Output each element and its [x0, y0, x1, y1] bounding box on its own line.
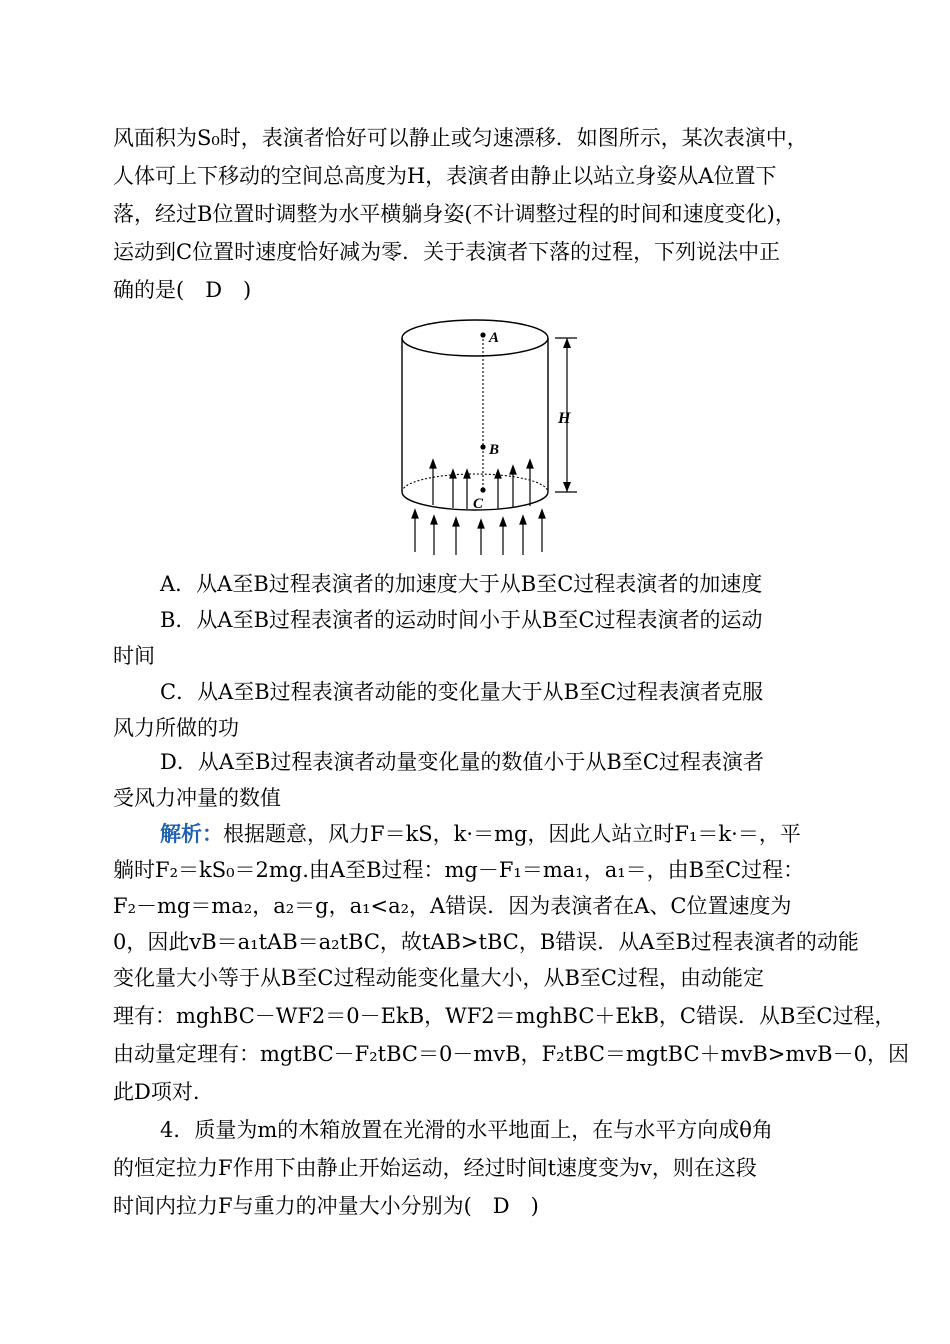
- analysis-label: 解析：: [160, 821, 223, 846]
- option-b-line-2: 时间: [113, 644, 155, 668]
- intro-line-5: 确的是( D ): [113, 278, 252, 302]
- cylinder-bottom-back: [402, 474, 548, 492]
- label-c: C: [473, 496, 484, 512]
- analysis-line-7: 由动量定理有：mgtBC－F₂tBC＝0－mvB，F₂tBC＝mgtBC＋mvB>mvB－0，因: [113, 1042, 909, 1066]
- point-b: [480, 444, 485, 449]
- analysis-line-1: [160, 822, 801, 846]
- question-4-line-3: 时间内拉力F与重力的冲量大小分别为( D ): [113, 1194, 539, 1218]
- question-4-line-2: 的恒定拉力F作用下由静止开始运动，经过时间t速度变为v，则在这段: [113, 1156, 757, 1180]
- analysis-line-8: 此D项对.: [113, 1080, 200, 1104]
- analysis-line-4: 0，因此vB＝a₁tAB＝a₂tBC，故tAB>tBC，B错误．从A至B过程表演者的动能: [113, 930, 859, 954]
- label-b: B: [489, 442, 500, 458]
- analysis-line-5: 变化量大小等于从B至C过程动能变化量大小，从B至C过程，由动能定: [113, 966, 764, 990]
- outer-wind-arrows: [412, 510, 545, 555]
- label-h: H: [558, 410, 571, 427]
- point-a: [480, 332, 485, 337]
- option-c-line-2: 风力所做的功: [113, 716, 239, 740]
- point-c: [480, 487, 485, 492]
- question-4-line-1: 4．质量为m的木箱放置在光滑的水平地面上，在与水平方向成θ角: [160, 1118, 773, 1142]
- cylinder-top: [402, 320, 548, 356]
- option-b-line-1: B．从A至B过程表演者的运动时间小于从B至C过程表演者的运动: [160, 608, 763, 632]
- intro-line-2: 人体可上下移动的空间总高度为H，表演者由静止以站立身姿从A位置下: [113, 164, 777, 188]
- analysis-line-6: 理有：mghBC－WF2＝0－EkB，WF2＝mghBC＋EkB，C错误．从B至C过程，: [113, 1004, 896, 1028]
- option-d-line-1: D．从A至B过程表演者动量变化量的数值小于从B至C过程表演者: [160, 750, 764, 774]
- intro-line-4: 运动到C位置时速度恰好减为零．关于表演者下落的过程，下列说法中正: [113, 240, 781, 264]
- intro-line-3: 落，经过B位置时调整为水平横躺身姿(不计调整过程的时间和速度变化)，: [113, 202, 796, 226]
- wind-tunnel-figure: [395, 310, 595, 560]
- option-a: A．从A至B过程表演者的加速度大于从B至C过程表演者的加速度: [160, 572, 763, 596]
- label-a: A: [489, 330, 500, 346]
- analysis-text-1: 根据题意，风力F＝kS，k·＝mg，因此人站立时F₁＝k·＝，平: [223, 822, 801, 846]
- option-d-line-2: 受风力冲量的数值: [113, 786, 281, 810]
- option-c-line-1: C．从A至B过程表演者动能的变化量大于从B至C过程表演者克服: [160, 680, 764, 704]
- analysis-line-3: F₂－mg＝ma₂，a₂＝g，a₁<a₂，A错误．因为表演者在A、C位置速度为: [113, 894, 792, 918]
- intro-line-1: 风面积为S₀时，表演者恰好可以静止或匀速漂移．如图所示，某次表演中，: [113, 126, 808, 150]
- analysis-line-2: 躺时F₂＝kS₀＝2mg.由A至B过程：mg－F₁＝ma₁，a₁＝，由B至C过程：: [113, 858, 805, 882]
